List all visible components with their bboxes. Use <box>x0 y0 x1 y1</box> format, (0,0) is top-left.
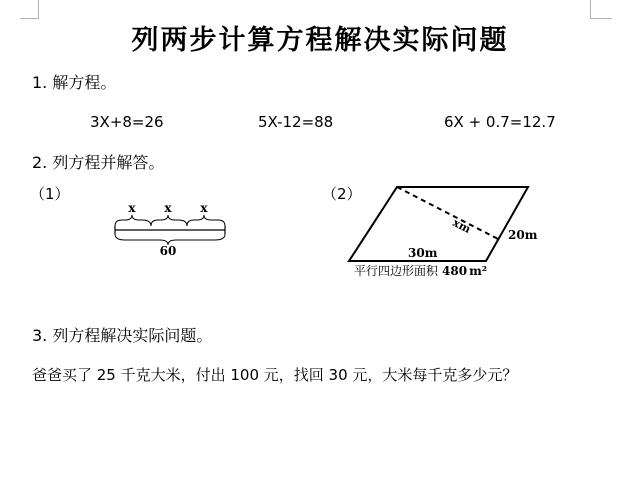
height-line <box>397 187 500 240</box>
sub-question-1-label: （1） <box>30 185 70 203</box>
diagonal-label: xm <box>450 216 473 236</box>
top-braces <box>115 215 225 226</box>
equation-3: 6X + 0.7=12.7 <box>444 113 556 131</box>
section-2-heading: 2. 列方程并解答。 <box>32 153 165 172</box>
page-title: 列两步计算方程解决实际问题 <box>131 25 509 56</box>
equation-1: 3X+8=26 <box>90 113 164 131</box>
segment-diagram <box>105 200 235 262</box>
segment-label-2: x <box>164 201 172 215</box>
parallelogram-figure <box>340 180 545 280</box>
segment-label-3: x <box>200 201 208 215</box>
side-label: 20m <box>508 228 538 242</box>
area-caption: 平行四边形面积 <box>354 264 439 278</box>
word-problem: 爸爸买了 25 千克大米，付出 100 元，找回 30 元，大米每千克多少元？ <box>32 366 518 384</box>
sub-question-2-label: （2） <box>322 185 362 203</box>
area-unit: m² <box>469 264 488 278</box>
segment-line <box>115 226 225 234</box>
base-label: 30m <box>408 246 438 260</box>
area-value: 480 <box>442 264 468 278</box>
segment-label-1: x <box>128 201 136 215</box>
section-1-heading: 1. 解方程。 <box>32 73 117 92</box>
corner-mark-left-v <box>38 0 39 18</box>
area-caption-line <box>354 263 487 278</box>
parallelogram-shape <box>349 187 528 261</box>
total-label: 60 <box>159 244 177 258</box>
equation-2: 5X-12=88 <box>258 113 334 131</box>
corner-mark-right-v <box>590 0 591 18</box>
section-3-heading: 3. 列方程解决实际问题。 <box>32 326 213 345</box>
